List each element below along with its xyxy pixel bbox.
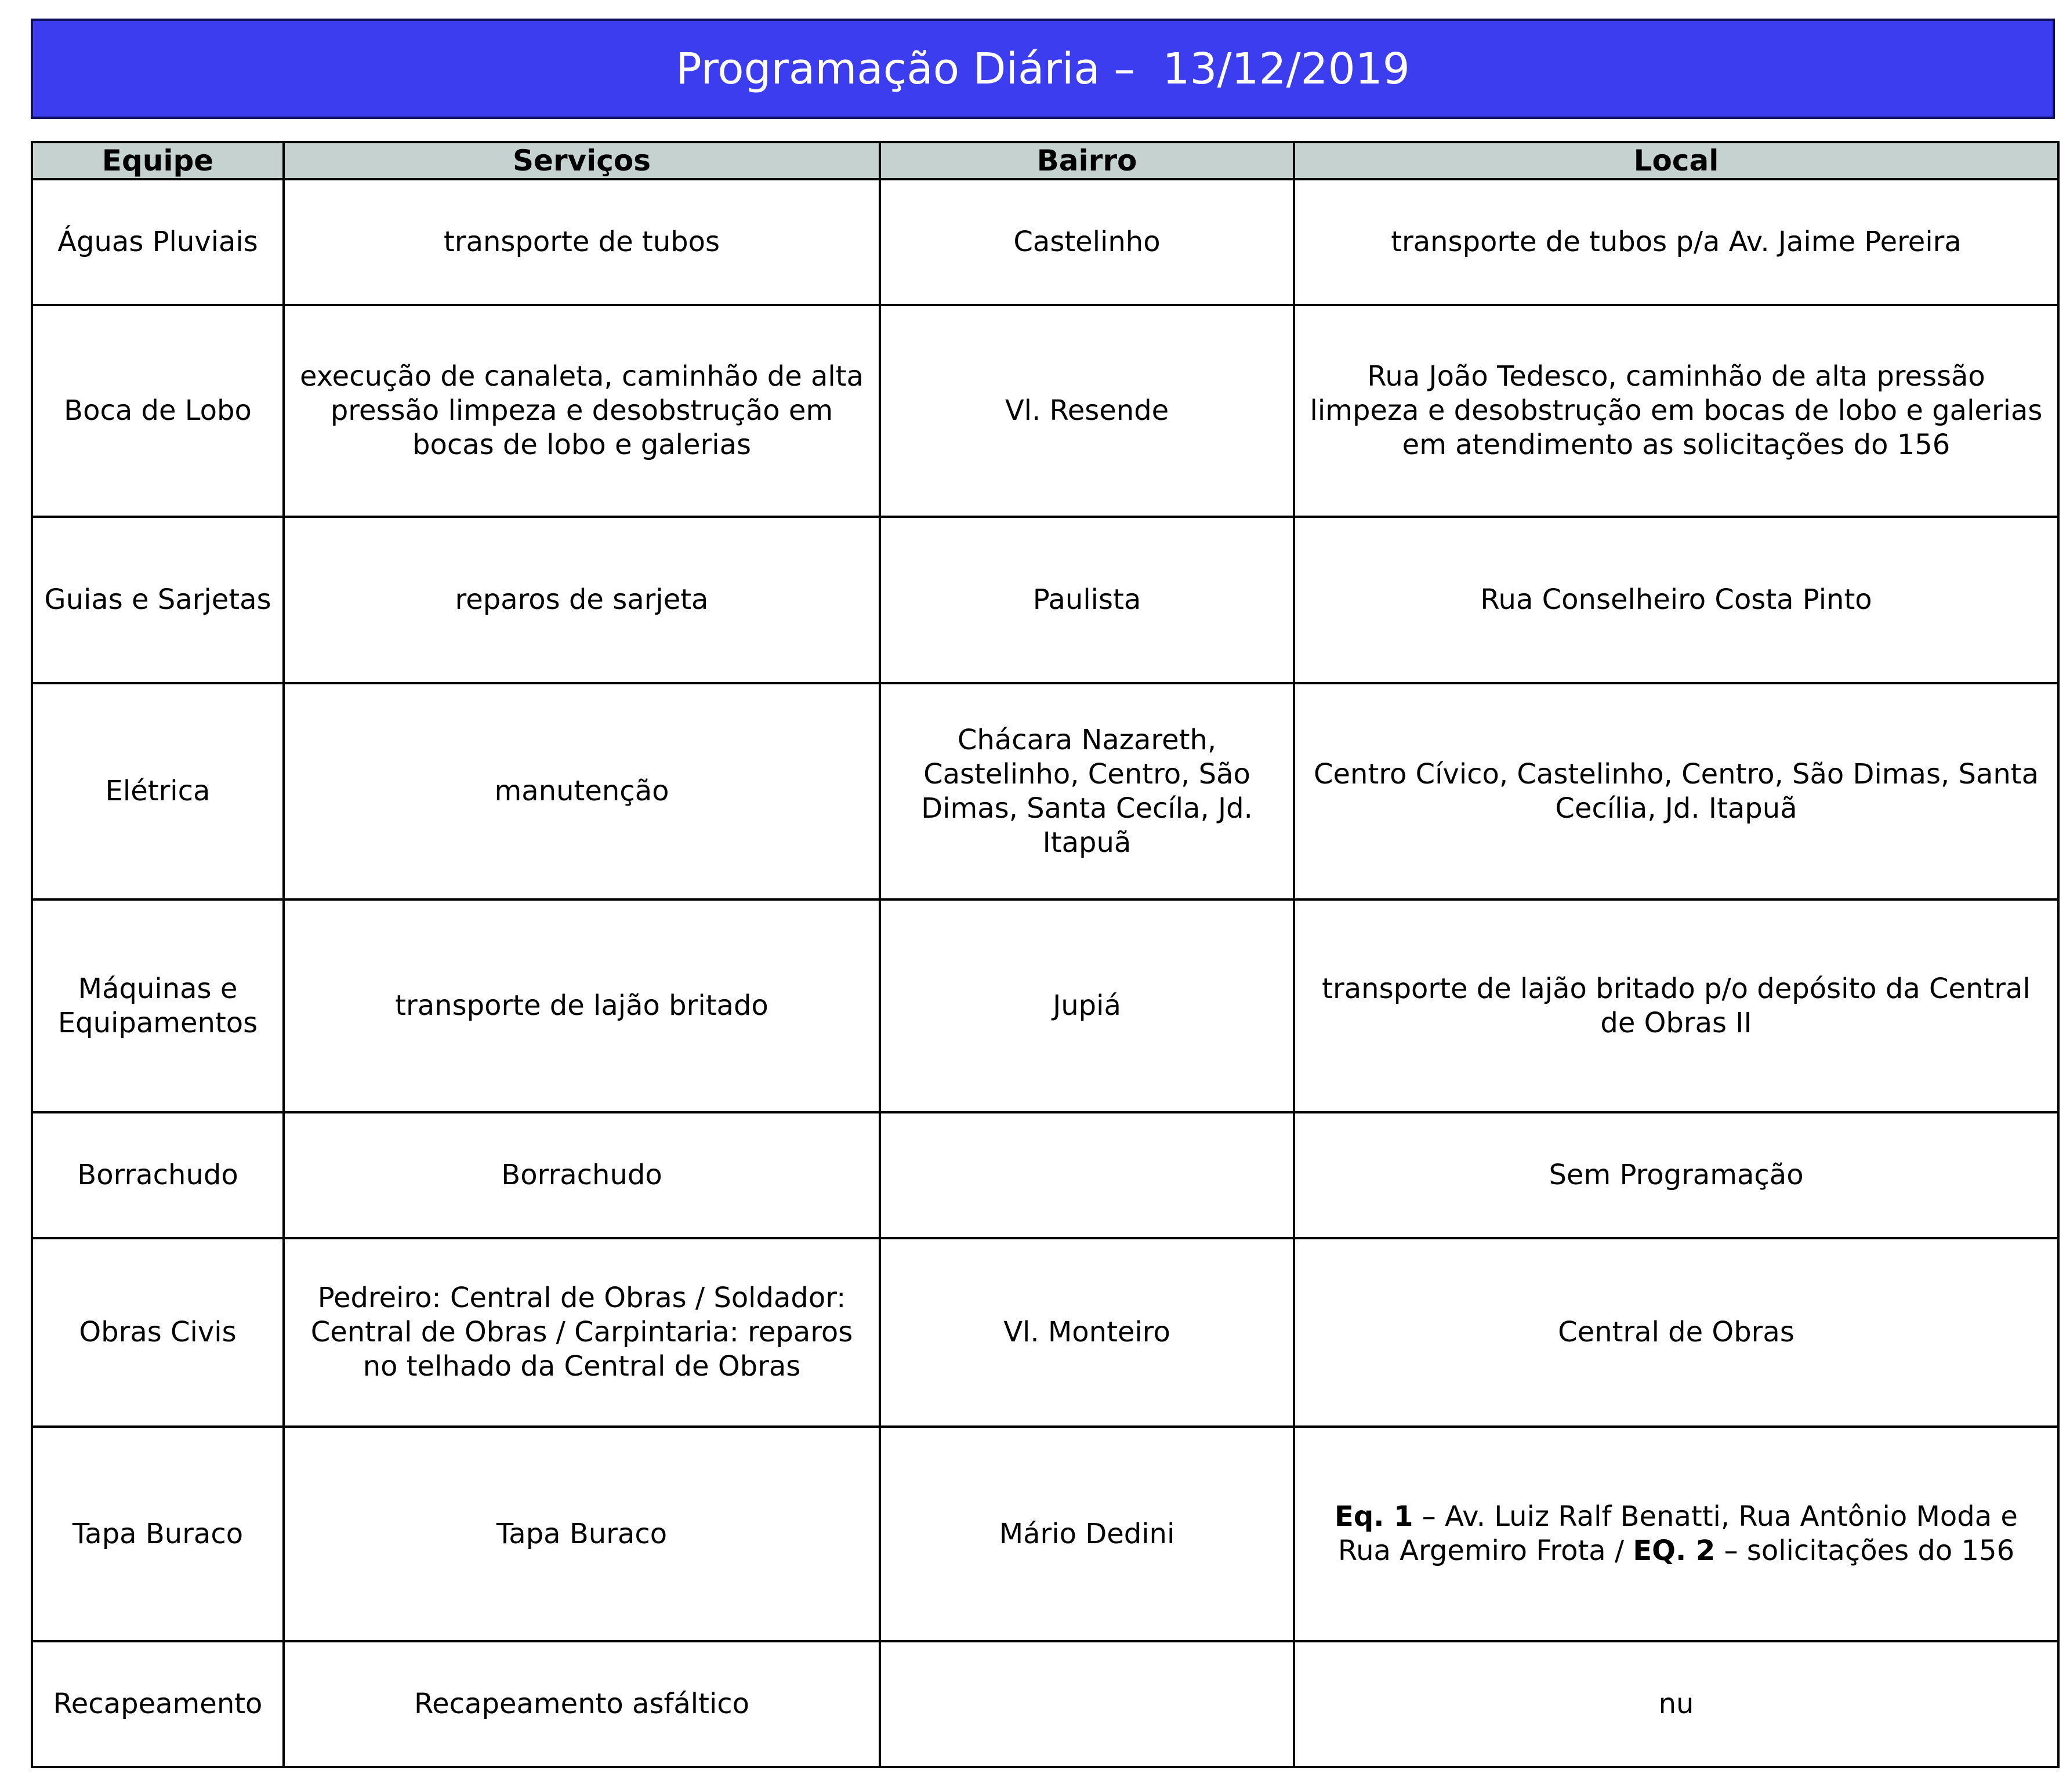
- schedule-table: [31, 141, 2060, 1768]
- cell-local: transporte de tubos p/a Av. Jaime Pereira: [1294, 179, 2058, 305]
- team-2-text: – solicitações do 156: [1715, 1535, 2015, 1567]
- cell-equipe: Máquinas e Equipamentos: [32, 899, 284, 1112]
- cell-equipe: Borrachudo: [32, 1112, 284, 1238]
- cell-bairro: Castelinho: [880, 179, 1294, 305]
- cell-servicos: manutenção: [284, 683, 880, 899]
- table-header-row: [32, 142, 2058, 179]
- cell-equipe: Elétrica: [32, 683, 284, 899]
- cell-local: Rua João Tedesco, caminhão de alta pressão limpeza e desobstrução em bocas de lobo e galerias em atendimento as solicitações do 156: [1294, 305, 2058, 517]
- cell-local: [1294, 1427, 2058, 1641]
- page-title: Programação Diária – 13/12/2019: [31, 19, 2055, 119]
- cell-servicos: transporte de tubos: [284, 179, 880, 305]
- column-header-equipe: Equipe: [32, 142, 284, 179]
- cell-servicos: execução de canaleta, caminhão de alta pressão limpeza e desobstrução em bocas de lobo e galerias: [284, 305, 880, 517]
- table-row: [32, 517, 2058, 683]
- column-header-bairro: Bairro: [880, 142, 1294, 179]
- cell-equipe: Tapa Buraco: [32, 1427, 284, 1641]
- cell-equipe: Obras Civis: [32, 1238, 284, 1427]
- cell-bairro: [880, 1112, 1294, 1238]
- cell-servicos: Tapa Buraco: [284, 1427, 880, 1641]
- table-row: [32, 305, 2058, 517]
- cell-local: Sem Programação: [1294, 1112, 2058, 1238]
- cell-local: nu: [1294, 1641, 2058, 1767]
- cell-local: Rua Conselheiro Costa Pinto: [1294, 517, 2058, 683]
- cell-servicos: Borrachudo: [284, 1112, 880, 1238]
- table-row: [32, 1641, 2058, 1767]
- team-1-label: Eq. 1: [1335, 1500, 1413, 1533]
- cell-local: Central de Obras: [1294, 1238, 2058, 1427]
- cell-servicos: Recapeamento asfáltico: [284, 1641, 880, 1767]
- cell-equipe: Águas Pluviais: [32, 179, 284, 305]
- table-row: [32, 1427, 2058, 1641]
- team-2-label: EQ. 2: [1633, 1535, 1716, 1567]
- cell-bairro: Jupiá: [880, 899, 1294, 1112]
- team-1-text: – Av. Luiz Ralf Benatti, Rua Antônio Moda e Rua Argemiro Frota /: [1337, 1500, 2018, 1567]
- cell-bairro: Mário Dedini: [880, 1427, 1294, 1641]
- cell-local: transporte de lajão britado p/o depósito da Central de Obras II: [1294, 899, 2058, 1112]
- table-row: [32, 683, 2058, 899]
- cell-bairro: [880, 1641, 1294, 1767]
- cell-bairro: Vl. Resende: [880, 305, 1294, 517]
- cell-servicos: reparos de sarjeta: [284, 517, 880, 683]
- cell-equipe: Boca de Lobo: [32, 305, 284, 517]
- cell-bairro: Vl. Monteiro: [880, 1238, 1294, 1427]
- cell-servicos: transporte de lajão britado: [284, 899, 880, 1112]
- cell-equipe: Recapeamento: [32, 1641, 284, 1767]
- cell-bairro: Chácara Nazareth, Castelinho, Centro, São Dimas, Santa Cecíla, Jd. Itapuã: [880, 683, 1294, 899]
- table-row: [32, 899, 2058, 1112]
- table-row: [32, 179, 2058, 305]
- column-header-local: Local: [1294, 142, 2058, 179]
- table-row: [32, 1238, 2058, 1427]
- cell-equipe: Guias e Sarjetas: [32, 517, 284, 683]
- cell-bairro: Paulista: [880, 517, 1294, 683]
- column-header-servicos: Serviços: [284, 142, 880, 179]
- table-row: [32, 1112, 2058, 1238]
- cell-servicos: Pedreiro: Central de Obras / Soldador: Central de Obras / Carpintaria: reparos no telhado da Central de Obras: [284, 1238, 880, 1427]
- cell-local: Centro Cívico, Castelinho, Centro, São Dimas, Santa Cecília, Jd. Itapuã: [1294, 683, 2058, 899]
